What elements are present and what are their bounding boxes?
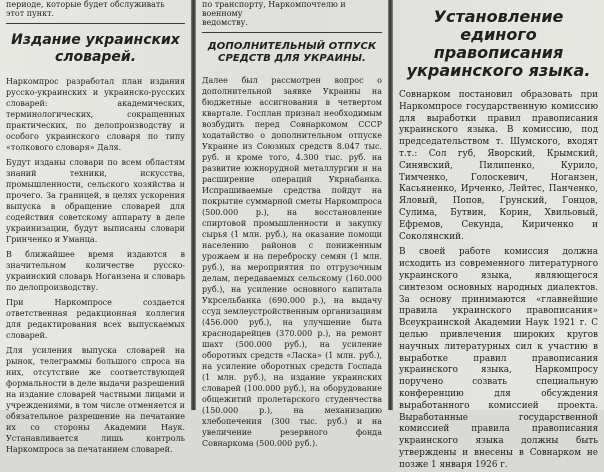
article-paragraph: В своей работе комиссия должна исходить из современного литературного украинского языка, являющегося синтезом основных народных диалектов. За основу принимаются «главнейшие правила украинского правописания» Всеукраинской Академии Наук 1921 г. С целью привлечения широких кругов научных литературных сил к участию в выработке правил правописания украинского языка, Наркомпросу поручено созвать специальную конференцию для обсуждения выработанного комиссией проекта. Выработанные государственной комиссией правила правописания украинского языка должны быть утверждены и внесены в Совнарком не позже 1 января 1926 г.	[399, 247, 601, 470]
article-heading-wrapper	[202, 41, 382, 65]
article-heading-wrapper	[399, 8, 598, 80]
continued-text-top: по транспорту, Наркомпочтелю и военному ведомству.	[202, 0, 346, 27]
article-paragraph: При Наркомпросе создается ответственная редакционная коллегия для редактирования всех выпускаемых словарей.	[6, 298, 188, 340]
column-left	[0, 0, 191, 454]
article-paragraph: Далее был рассмотрен вопрос о дополнительной заявке Украины на бюджетные ассигнования в четвертом квартале. Госплан признал необходимым возбудить перед Совнаркомом СССР ходатайство о дополнительном отпуске Украине из Союзных средств 8.047 тыс. руб. и кроме того, 4.300 тыс. руб. на развитие южнорудной металлургии и на расширение операций Укрнабанка. Испрашиваемые средства пойдут на покрытие суммарной сметы Наркомпроса (500.000 р.), на восстановление спиртовой промышленности и закупку сырья (1 млн. руб.), на оказание помощи населению районов с пониженным урожаем и на переброску семян (1 млн. руб.), на мероприятия по отгрузочным делам, передаваемых сельскому (160.000 руб.), на усиление основного капитала Укрсельбанка (690.000 р.), на выдачу ссуд землеустройственным организациям (456.000 руб.), на улучшение быта краснодарейцев (370.000 р.), на ремонт шахт (500.000 руб.), на усиление оборотных средств «Ласка» (1 млн. руб.), на усиление оборотных средств Госпада (1 млн. руб.), на издание украинских словарей (100.000 руб.), на оборудование общежитий пролетарского студенчества (150.000 р.), на механизацию хлебопечения (300 тыс. руб.) и на увеличение резервного фонда Совнаркома (500.000 руб.).	[202, 76, 385, 448]
article-paragraph: Наркомпрос разработал план издания русско-украинских и украинско-русских словарей: академических, терминологических, сокращенных практических, по делопроизводству и особого украинского словаря по типу «толкового словаря» Даля.	[6, 77, 188, 152]
column-right	[393, 0, 604, 470]
column-rule	[6, 23, 185, 24]
continued-text-top: периоде, которые будет обслуживать этот пункт.	[6, 0, 165, 18]
article-paragraph: Совнарком постановил образовать при Наркомпросе государственную комиссию для выработки правил правописания украинского языка. В комиссию, под председательством т. Шумского, входят т.т.: Сол губ, Яворский, Крымский, Синявский, Пилипенко, Курило, Тимченко, Голоскевич, Ноганзен, Касьяненко, Ирченко, Лейтес, Панченко, Яловый, Попов, Грунский, Гонцов, Сулима, Бутвин, Корин, Хвильовый, Ефремов, Секунда, Кириченко и Соколянский.	[399, 90, 601, 242]
article-heading-wrapper	[6, 32, 185, 66]
article-heading-budget: ДОПОЛНИТЕЛЬНЫЙ ОТПУСК СРЕДСТВ ДЛЯ УКРАИНЫ.	[207, 41, 377, 64]
column-middle	[196, 0, 388, 448]
article-heading-orthography: Установление единого правописания украинского языка.	[406, 7, 591, 80]
article-paragraph: Для усиления выпуска словарей на рынок, телеграммы большого спроса на них, отсутствие же соответствующей формальности в деле выдачи разрешений на издание словарей частными лицами и учреждениями, в том числе отменяется и обязательное разрешение на печатание их со стороны Академии Наук. Устанавливается лишь контроль Наркомпроса за печатанием словарей.	[6, 346, 188, 454]
article-paragraph: Будут изданы словари по всем областям знаний техники, искусства, промышленности, сельского хозяйства и прочего. За границей, в целях ускорения выпуска в обращение словарей для содействия советскому аппарату в деле украинизации, будут выписаны словари Гринченко и Уманца.	[6, 158, 188, 244]
article-heading-dictionaries: Издание украинских словарей.	[11, 32, 180, 65]
column-rule	[202, 32, 382, 33]
article-paragraph: В ближайшее время издаются в значительном количестве русско-украинский словарь Ноганзена и словарь по делопроизводству.	[6, 250, 188, 292]
